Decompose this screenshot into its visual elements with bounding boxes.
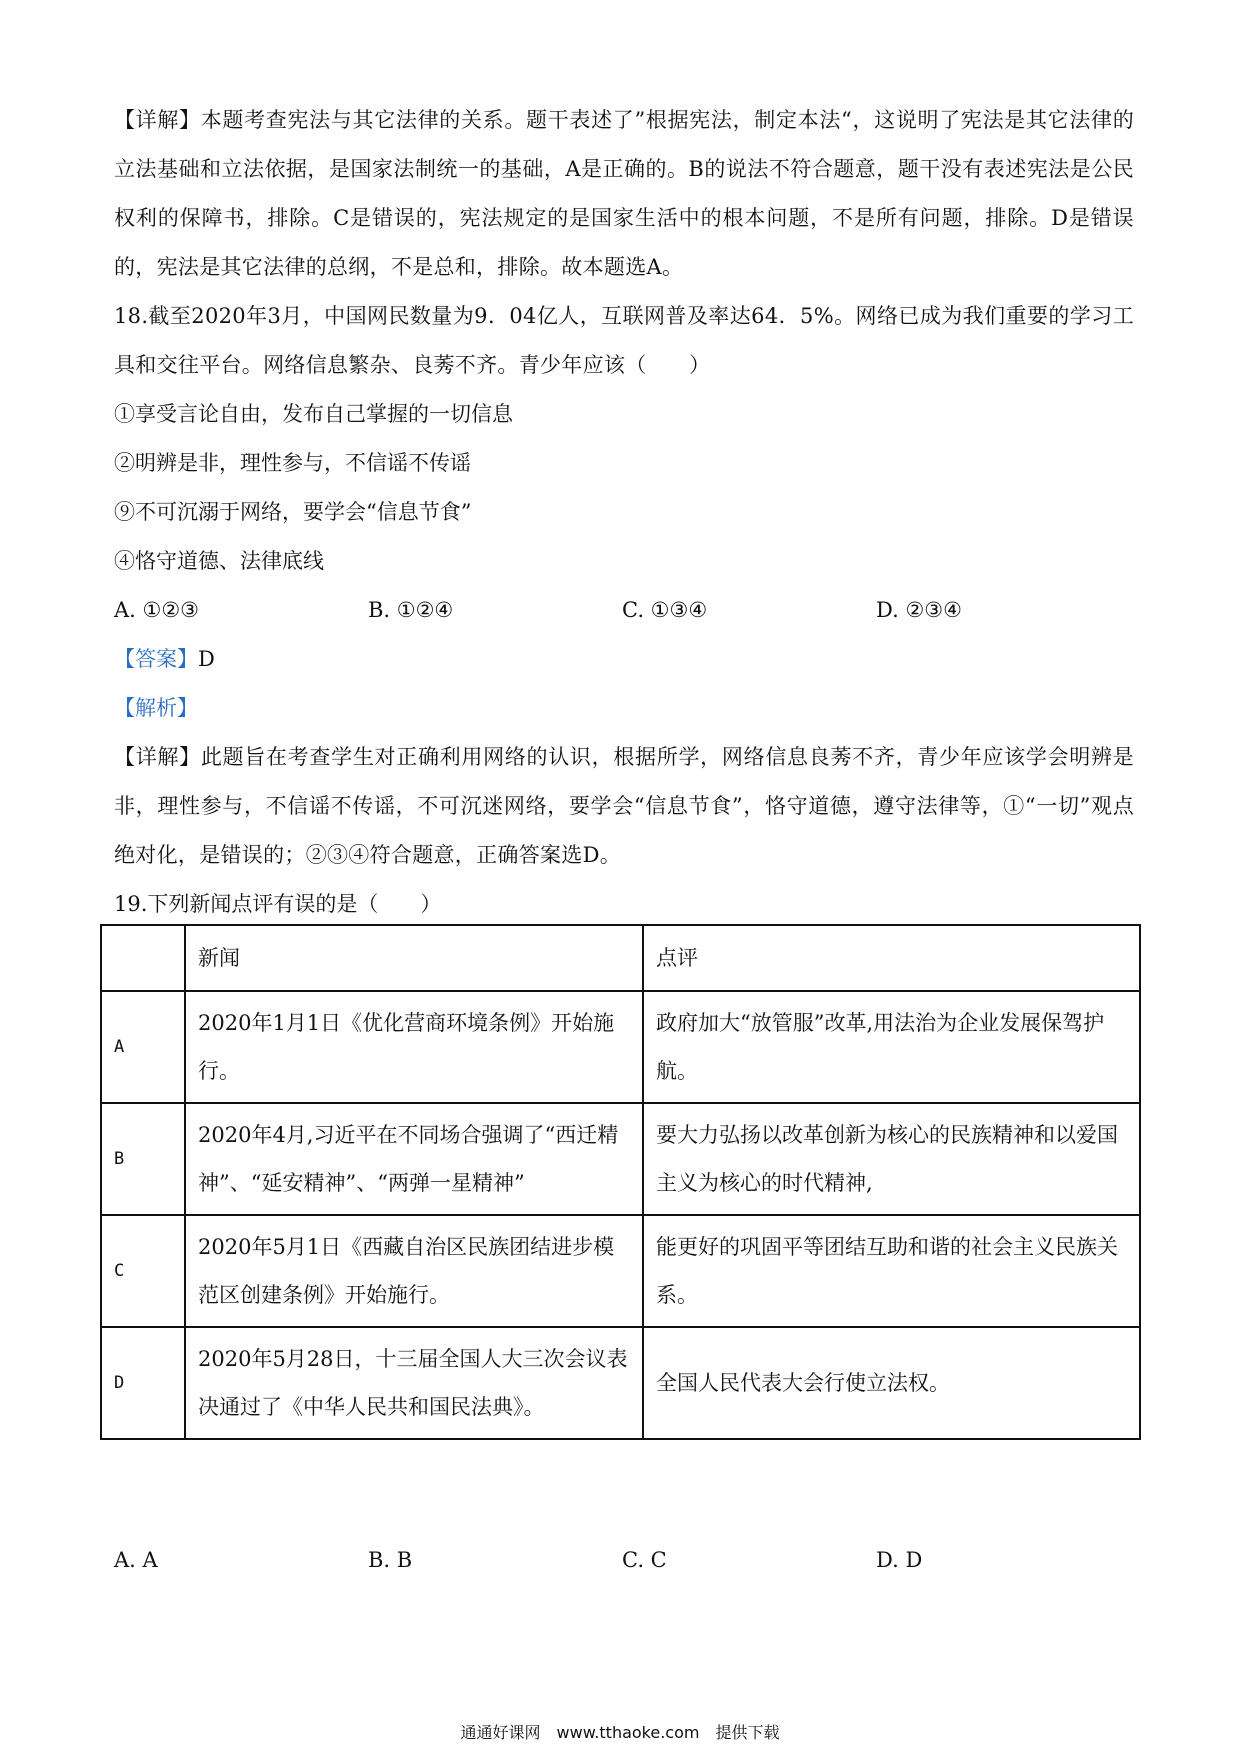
q18-answer <box>114 635 1134 684</box>
row-comment: 政府加大“放管服”改革,用法治为企业发展保驾护航。 <box>643 991 1140 1103</box>
detail-paragraph-1 <box>114 96 1134 292</box>
row-label: C <box>101 1215 185 1327</box>
table-header-blank <box>101 925 185 991</box>
q18-item-4: ④恪守道德、法律底线 <box>114 549 324 573</box>
q18-option-a: A. ①②③ <box>114 598 199 622</box>
answer-value: D <box>198 647 215 671</box>
q18-option-b: B. ①②④ <box>368 598 454 622</box>
q18-options <box>114 586 1134 635</box>
table-row <box>101 991 1140 1103</box>
q19-option-c: C. C <box>622 1548 667 1572</box>
analysis-tag: 【解析】 <box>114 696 198 720</box>
q19-options <box>114 1548 1130 1572</box>
row-news: 2020年5月28日，十三届全国人大三次会议表决通过了《中华人民共和国民法典》。 <box>185 1327 643 1439</box>
document-body <box>114 96 1134 929</box>
row-news: 2020年4月,习近平在不同场合强调了“西迁精神”、“延安精神”、“两弹一星精神” <box>185 1103 643 1215</box>
question-18-stem: 18.截至2020年3月，中国网民数量为9．04亿人，互联网普及率达64．5%。网络已成为我们重要的学习工具和交往平台。网络信息繁杂、良莠不齐。青少年应该（ ） <box>114 304 1134 377</box>
page-footer: 通通好课网 www.tthaoke.com 提供下载 <box>460 1723 780 1742</box>
row-label: D <box>101 1327 185 1439</box>
q18-option-d: D. ②③④ <box>876 598 962 622</box>
detail-tag: 【详解】 <box>114 745 201 769</box>
row-comment: 能更好的巩固平等团结互助和谐的社会主义民族关系。 <box>643 1215 1140 1327</box>
table-row <box>101 1215 1140 1327</box>
table-row <box>101 1327 1140 1439</box>
detail-text: 本题考查宪法与其它法律的关系。题干表述了”根据宪法，制定本法“，这说明了宪法是其它法律的立法基础和立法依据，是国家法制统一的基础，A是正确的。B的说法不符合题意，题干没有表述宪法是公民权利的保障书，排除。C是错误的，宪法规定的是国家生活中的根本问题，不是所有问题，排除。D是错误的，宪法是其它法律的总纲，不是总和，排除。故本题选A。 <box>114 108 1134 279</box>
row-news: 2020年5月1日《西藏自治区民族团结进步模范区创建条例》开始施行。 <box>185 1215 643 1327</box>
q18-analysis <box>114 684 1134 733</box>
row-news: 2020年1月1日《优化营商环境条例》开始施行。 <box>185 991 643 1103</box>
q18-item-1: ①享受言论自由，发布自己掌握的一切信息 <box>114 402 513 426</box>
row-label: A <box>101 991 185 1103</box>
q18-detail <box>114 733 1134 880</box>
table-header-row <box>101 925 1140 991</box>
table-header-news: 新闻 <box>185 925 643 991</box>
q19-option-a: A. A <box>114 1548 158 1572</box>
q18-item-3: ⑨不可沉溺于网络，要学会“信息节食” <box>114 500 472 524</box>
row-label: B <box>101 1103 185 1215</box>
row-comment: 要大力弘扬以改革创新为核心的民族精神和以爱国主义为核心的时代精神, <box>643 1103 1140 1215</box>
detail-tag: 【详解】 <box>114 108 201 132</box>
table-header-comment: 点评 <box>643 925 1140 991</box>
q19-option-b: B. B <box>368 1548 413 1572</box>
question-19-stem: 19.下列新闻点评有误的是（ ） <box>114 892 442 916</box>
table-row <box>101 1103 1140 1215</box>
q18-item-2: ②明辨是非，理性参与，不信谣不传谣 <box>114 451 471 475</box>
q19-option-d: D. D <box>876 1548 923 1572</box>
news-table <box>100 924 1141 1440</box>
row-comment: 全国人民代表大会行使立法权。 <box>643 1327 1140 1439</box>
answer-tag: 【答案】 <box>114 647 198 671</box>
q18-option-c: C. ①③④ <box>622 598 708 622</box>
detail-text: 此题旨在考查学生对正确利用网络的认识，根据所学，网络信息良莠不齐，青少年应该学会明辨是非，理性参与，不信谣不传谣，不可沉迷网络，要学会“信息节食”，恪守道德，遵守法律等，①“一切”观点绝对化，是错误的；②③④符合题意，正确答案选D。 <box>114 745 1134 867</box>
